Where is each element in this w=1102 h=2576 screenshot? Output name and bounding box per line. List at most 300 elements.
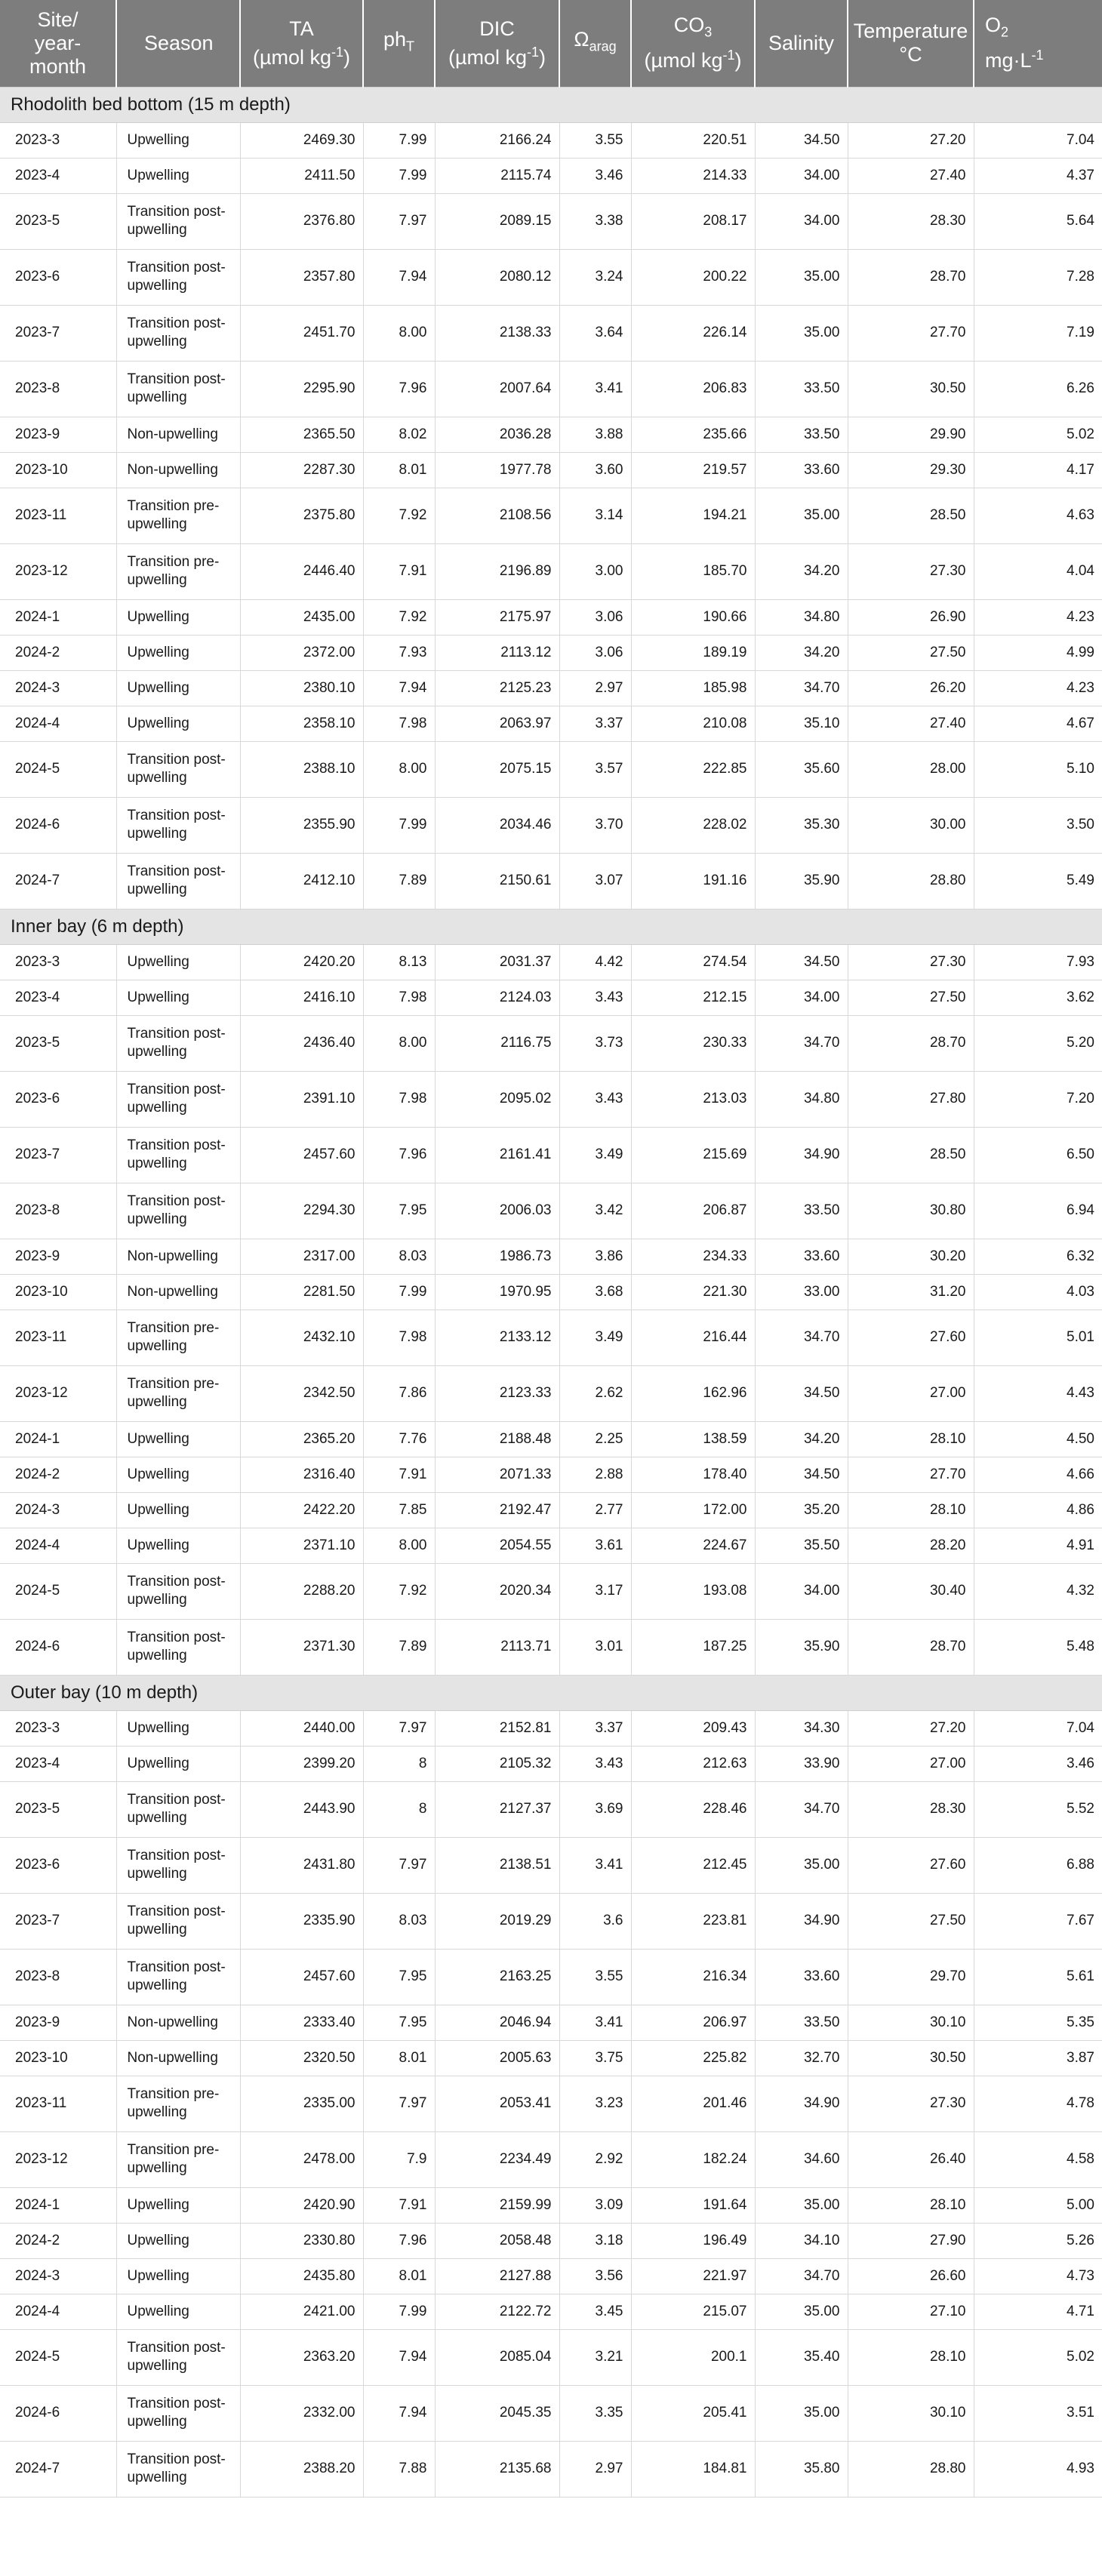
cell-temperature: 26.20 bbox=[848, 670, 974, 706]
cell-salinity: 34.70 bbox=[755, 2258, 848, 2294]
cell-omega-arag: 3.42 bbox=[559, 1183, 631, 1239]
cell-omega-arag: 3.75 bbox=[559, 2040, 631, 2076]
cell-temperature: 28.80 bbox=[848, 853, 974, 909]
table-row bbox=[0, 2076, 1102, 2131]
cell-ph: 8.13 bbox=[363, 944, 435, 980]
cell-ta: 2317.00 bbox=[240, 1239, 363, 1274]
header-co3: $CO_3$ (µmol $kg^{-1}$) bbox=[631, 0, 755, 87]
cell-ta: 2399.20 bbox=[240, 1746, 363, 1781]
cell-season: Upwelling bbox=[116, 706, 240, 741]
cell-co3: 182.24 bbox=[631, 2131, 755, 2187]
cell-site-month: 2024-2 bbox=[0, 1457, 116, 1492]
cell-salinity: 33.60 bbox=[755, 452, 848, 488]
cell-o2: 6.94 bbox=[974, 1183, 1102, 1239]
cell-omega-arag: 3.41 bbox=[559, 361, 631, 417]
cell-salinity: 35.30 bbox=[755, 797, 848, 853]
cell-temperature: 30.80 bbox=[848, 1183, 974, 1239]
cell-ta: 2320.50 bbox=[240, 2040, 363, 2076]
cell-ta: 2330.80 bbox=[240, 2223, 363, 2258]
cell-temperature: 26.90 bbox=[848, 599, 974, 635]
table-row bbox=[0, 1071, 1102, 1127]
cell-co3: 162.96 bbox=[631, 1365, 755, 1421]
cell-season: Transition post-upwelling bbox=[116, 1949, 240, 2005]
cell-co3: 235.66 bbox=[631, 417, 755, 452]
cell-omega-arag: 3.73 bbox=[559, 1015, 631, 1071]
cell-ph: 8.00 bbox=[363, 1015, 435, 1071]
cell-ph: 8.01 bbox=[363, 2040, 435, 2076]
cell-omega-arag: 3.70 bbox=[559, 797, 631, 853]
cell-omega-arag: 3.18 bbox=[559, 2223, 631, 2258]
cell-omega-arag: 3.6 bbox=[559, 1893, 631, 1949]
cell-site-month: 2023-11 bbox=[0, 1310, 116, 1365]
cell-dic: 2159.99 bbox=[435, 2187, 559, 2223]
table-row bbox=[0, 635, 1102, 670]
cell-salinity: 35.50 bbox=[755, 1528, 848, 1563]
table-row bbox=[0, 2131, 1102, 2187]
cell-salinity: 35.00 bbox=[755, 305, 848, 361]
cell-omega-arag: 3.43 bbox=[559, 980, 631, 1015]
cell-ph: 8.00 bbox=[363, 1528, 435, 1563]
cell-salinity: 35.00 bbox=[755, 2187, 848, 2223]
table-row bbox=[0, 2294, 1102, 2329]
table-row bbox=[0, 1746, 1102, 1781]
cell-salinity: 34.70 bbox=[755, 670, 848, 706]
header-row bbox=[0, 0, 1102, 87]
cell-temperature: 30.10 bbox=[848, 2005, 974, 2040]
cell-season: Transition post-upwelling bbox=[116, 361, 240, 417]
cell-ta: 2420.20 bbox=[240, 944, 363, 980]
cell-omega-arag: 3.01 bbox=[559, 1619, 631, 1675]
cell-co3: 216.34 bbox=[631, 1949, 755, 2005]
cell-dic: 2053.41 bbox=[435, 2076, 559, 2131]
cell-co3: 215.07 bbox=[631, 2294, 755, 2329]
cell-co3: 185.98 bbox=[631, 670, 755, 706]
cell-ta: 2436.40 bbox=[240, 1015, 363, 1071]
cell-ph: 7.95 bbox=[363, 2005, 435, 2040]
cell-ta: 2469.30 bbox=[240, 122, 363, 158]
table-row bbox=[0, 2258, 1102, 2294]
cell-salinity: 35.90 bbox=[755, 853, 848, 909]
cell-o2: 3.50 bbox=[974, 797, 1102, 853]
cell-dic: 2034.46 bbox=[435, 797, 559, 853]
table-row bbox=[0, 2187, 1102, 2223]
cell-temperature: 27.50 bbox=[848, 635, 974, 670]
cell-site-month: 2024-3 bbox=[0, 2258, 116, 2294]
cell-salinity: 34.90 bbox=[755, 2076, 848, 2131]
cell-dic: 1970.95 bbox=[435, 1274, 559, 1310]
cell-dic: 2138.33 bbox=[435, 305, 559, 361]
cell-ta: 2358.10 bbox=[240, 706, 363, 741]
cell-o2: 4.93 bbox=[974, 2441, 1102, 2497]
cell-salinity: 34.20 bbox=[755, 543, 848, 599]
cell-site-month: 2024-2 bbox=[0, 2223, 116, 2258]
cell-ph: 7.96 bbox=[363, 1127, 435, 1183]
cell-ph: 8 bbox=[363, 1746, 435, 1781]
cell-co3: 187.25 bbox=[631, 1619, 755, 1675]
cell-co3: 206.83 bbox=[631, 361, 755, 417]
cell-ph: 7.9 bbox=[363, 2131, 435, 2187]
cell-season: Transition post-upwelling bbox=[116, 1563, 240, 1619]
cell-season: Transition post-upwelling bbox=[116, 1015, 240, 1071]
cell-dic: 2054.55 bbox=[435, 1528, 559, 1563]
cell-salinity: 34.70 bbox=[755, 1310, 848, 1365]
cell-co3: 189.19 bbox=[631, 635, 755, 670]
cell-season: Non-upwelling bbox=[116, 417, 240, 452]
cell-co3: 205.41 bbox=[631, 2385, 755, 2441]
cell-site-month: 2024-4 bbox=[0, 706, 116, 741]
cell-dic: 2113.12 bbox=[435, 635, 559, 670]
cell-salinity: 35.90 bbox=[755, 1619, 848, 1675]
cell-salinity: 34.80 bbox=[755, 599, 848, 635]
cell-ta: 2457.60 bbox=[240, 1949, 363, 2005]
table-row bbox=[0, 1274, 1102, 1310]
cell-season: Transition post-upwelling bbox=[116, 305, 240, 361]
cell-dic: 2150.61 bbox=[435, 853, 559, 909]
table-row bbox=[0, 1949, 1102, 2005]
cell-ta: 2432.10 bbox=[240, 1310, 363, 1365]
table-row bbox=[0, 249, 1102, 305]
cell-season: Transition post-upwelling bbox=[116, 797, 240, 853]
cell-temperature: 27.30 bbox=[848, 2076, 974, 2131]
table-row bbox=[0, 1781, 1102, 1837]
cell-dic: 2063.97 bbox=[435, 706, 559, 741]
cell-dic: 2196.89 bbox=[435, 543, 559, 599]
cell-site-month: 2023-6 bbox=[0, 1071, 116, 1127]
cell-ph: 7.94 bbox=[363, 249, 435, 305]
cell-ta: 2365.50 bbox=[240, 417, 363, 452]
cell-site-month: 2023-12 bbox=[0, 1365, 116, 1421]
cell-dic: 2123.33 bbox=[435, 1365, 559, 1421]
cell-dic: 2192.47 bbox=[435, 1492, 559, 1528]
cell-ta: 2391.10 bbox=[240, 1071, 363, 1127]
cell-salinity: 34.10 bbox=[755, 2223, 848, 2258]
header-season: Season bbox=[116, 0, 240, 87]
cell-site-month: 2023-12 bbox=[0, 2131, 116, 2187]
cell-dic: 2020.34 bbox=[435, 1563, 559, 1619]
table-row bbox=[0, 488, 1102, 543]
cell-temperature: 27.00 bbox=[848, 1746, 974, 1781]
cell-salinity: 34.50 bbox=[755, 944, 848, 980]
cell-salinity: 33.60 bbox=[755, 1239, 848, 1274]
cell-ph: 7.92 bbox=[363, 599, 435, 635]
cell-omega-arag: 3.07 bbox=[559, 853, 631, 909]
cell-omega-arag: 3.37 bbox=[559, 1710, 631, 1746]
table-row bbox=[0, 1239, 1102, 1274]
cell-omega-arag: 3.64 bbox=[559, 305, 631, 361]
cell-omega-arag: 2.97 bbox=[559, 2441, 631, 2497]
cell-temperature: 28.50 bbox=[848, 1127, 974, 1183]
cell-site-month: 2024-1 bbox=[0, 599, 116, 635]
cell-ph: 8.01 bbox=[363, 452, 435, 488]
cell-temperature: 28.10 bbox=[848, 2329, 974, 2385]
cell-season: Transition post-upwelling bbox=[116, 2385, 240, 2441]
cell-salinity: 34.80 bbox=[755, 1071, 848, 1127]
cell-temperature: 28.70 bbox=[848, 249, 974, 305]
cell-site-month: 2023-11 bbox=[0, 488, 116, 543]
cell-dic: 2071.33 bbox=[435, 1457, 559, 1492]
cell-dic: 2133.12 bbox=[435, 1310, 559, 1365]
cell-salinity: 34.00 bbox=[755, 1563, 848, 1619]
cell-ta: 2371.10 bbox=[240, 1528, 363, 1563]
cell-dic: 2007.64 bbox=[435, 361, 559, 417]
cell-omega-arag: 3.43 bbox=[559, 1746, 631, 1781]
cell-salinity: 33.50 bbox=[755, 417, 848, 452]
cell-ta: 2478.00 bbox=[240, 2131, 363, 2187]
cell-o2: 3.62 bbox=[974, 980, 1102, 1015]
cell-ph: 8.01 bbox=[363, 2258, 435, 2294]
cell-temperature: 27.20 bbox=[848, 122, 974, 158]
cell-season: Transition pre-upwelling bbox=[116, 488, 240, 543]
cell-omega-arag: 3.24 bbox=[559, 249, 631, 305]
cell-temperature: 31.20 bbox=[848, 1274, 974, 1310]
cell-dic: 2105.32 bbox=[435, 1746, 559, 1781]
section-title: Inner bay (6 m depth) bbox=[0, 909, 1102, 944]
cell-temperature: 28.50 bbox=[848, 488, 974, 543]
cell-co3: 225.82 bbox=[631, 2040, 755, 2076]
cell-season: Upwelling bbox=[116, 670, 240, 706]
cell-co3: 190.66 bbox=[631, 599, 755, 635]
cell-omega-arag: 3.37 bbox=[559, 706, 631, 741]
cell-ph: 7.92 bbox=[363, 1563, 435, 1619]
cell-o2: 4.50 bbox=[974, 1421, 1102, 1457]
cell-site-month: 2024-5 bbox=[0, 2329, 116, 2385]
cell-site-month: 2023-3 bbox=[0, 944, 116, 980]
cell-salinity: 34.90 bbox=[755, 1127, 848, 1183]
cell-co3: 194.21 bbox=[631, 488, 755, 543]
cell-dic: 1986.73 bbox=[435, 1239, 559, 1274]
cell-co3: 178.40 bbox=[631, 1457, 755, 1492]
cell-dic: 2188.48 bbox=[435, 1421, 559, 1457]
cell-site-month: 2023-3 bbox=[0, 1710, 116, 1746]
cell-site-month: 2024-6 bbox=[0, 2385, 116, 2441]
cell-dic: 2085.04 bbox=[435, 2329, 559, 2385]
cell-ta: 2335.00 bbox=[240, 2076, 363, 2131]
cell-season: Non-upwelling bbox=[116, 2040, 240, 2076]
cell-dic: 2125.23 bbox=[435, 670, 559, 706]
cell-o2: 4.78 bbox=[974, 2076, 1102, 2131]
cell-ph: 7.92 bbox=[363, 488, 435, 543]
cell-site-month: 2024-6 bbox=[0, 797, 116, 853]
cell-site-month: 2023-10 bbox=[0, 1274, 116, 1310]
cell-temperature: 27.80 bbox=[848, 1071, 974, 1127]
cell-co3: 185.70 bbox=[631, 543, 755, 599]
cell-ph: 7.94 bbox=[363, 2385, 435, 2441]
cell-ta: 2287.30 bbox=[240, 452, 363, 488]
cell-omega-arag: 3.61 bbox=[559, 1528, 631, 1563]
cell-site-month: 2023-4 bbox=[0, 158, 116, 193]
header-ph: $ph_T$ bbox=[363, 0, 435, 87]
cell-ta: 2446.40 bbox=[240, 543, 363, 599]
cell-season: Non-upwelling bbox=[116, 2005, 240, 2040]
cell-ta: 2443.90 bbox=[240, 1781, 363, 1837]
cell-ta: 2355.90 bbox=[240, 797, 363, 853]
cell-ta: 2420.90 bbox=[240, 2187, 363, 2223]
cell-site-month: 2023-5 bbox=[0, 1781, 116, 1837]
cell-salinity: 34.70 bbox=[755, 1015, 848, 1071]
header-omega-arag: $\Omega_{arag}$ bbox=[559, 0, 631, 87]
table-row bbox=[0, 1528, 1102, 1563]
cell-omega-arag: 3.23 bbox=[559, 2076, 631, 2131]
cell-site-month: 2023-6 bbox=[0, 1837, 116, 1893]
cell-co3: 193.08 bbox=[631, 1563, 755, 1619]
cell-ph: 7.97 bbox=[363, 2076, 435, 2131]
cell-site-month: 2023-10 bbox=[0, 2040, 116, 2076]
cell-omega-arag: 3.45 bbox=[559, 2294, 631, 2329]
cell-o2: 7.04 bbox=[974, 122, 1102, 158]
cell-salinity: 34.00 bbox=[755, 980, 848, 1015]
cell-season: Transition pre-upwelling bbox=[116, 1310, 240, 1365]
cell-o2: 4.37 bbox=[974, 158, 1102, 193]
section-header-row bbox=[0, 909, 1102, 944]
cell-co3: 191.64 bbox=[631, 2187, 755, 2223]
cell-o2: 6.32 bbox=[974, 1239, 1102, 1274]
section-title: Rhodolith bed bottom (15 m depth) bbox=[0, 87, 1102, 122]
cell-dic: 2116.75 bbox=[435, 1015, 559, 1071]
cell-o2: 5.52 bbox=[974, 1781, 1102, 1837]
cell-o2: 4.67 bbox=[974, 706, 1102, 741]
cell-ta: 2294.30 bbox=[240, 1183, 363, 1239]
cell-o2: 4.23 bbox=[974, 670, 1102, 706]
cell-salinity: 34.50 bbox=[755, 1457, 848, 1492]
cell-ph: 7.97 bbox=[363, 1710, 435, 1746]
cell-dic: 1977.78 bbox=[435, 452, 559, 488]
table-row bbox=[0, 2005, 1102, 2040]
cell-season: Upwelling bbox=[116, 2187, 240, 2223]
cell-ph: 8 bbox=[363, 1781, 435, 1837]
cell-omega-arag: 2.25 bbox=[559, 1421, 631, 1457]
cell-salinity: 34.90 bbox=[755, 1893, 848, 1949]
cell-site-month: 2023-6 bbox=[0, 249, 116, 305]
cell-ta: 2431.80 bbox=[240, 1837, 363, 1893]
cell-o2: 4.86 bbox=[974, 1492, 1102, 1528]
cell-site-month: 2024-5 bbox=[0, 741, 116, 797]
cell-o2: 5.10 bbox=[974, 741, 1102, 797]
cell-co3: 274.54 bbox=[631, 944, 755, 980]
cell-season: Upwelling bbox=[116, 158, 240, 193]
cell-ph: 7.99 bbox=[363, 2294, 435, 2329]
cell-dic: 2046.94 bbox=[435, 2005, 559, 2040]
cell-salinity: 35.10 bbox=[755, 706, 848, 741]
cell-site-month: 2024-3 bbox=[0, 1492, 116, 1528]
cell-site-month: 2023-9 bbox=[0, 2005, 116, 2040]
cell-site-month: 2024-6 bbox=[0, 1619, 116, 1675]
cell-omega-arag: 3.17 bbox=[559, 1563, 631, 1619]
cell-o2: 7.67 bbox=[974, 1893, 1102, 1949]
cell-dic: 2089.15 bbox=[435, 193, 559, 249]
cell-site-month: 2023-9 bbox=[0, 1239, 116, 1274]
cell-season: Upwelling bbox=[116, 980, 240, 1015]
cell-ph: 7.97 bbox=[363, 1837, 435, 1893]
cell-temperature: 27.50 bbox=[848, 1893, 974, 1949]
table-row bbox=[0, 853, 1102, 909]
cell-site-month: 2023-12 bbox=[0, 543, 116, 599]
cell-salinity: 34.00 bbox=[755, 193, 848, 249]
cell-temperature: 28.30 bbox=[848, 193, 974, 249]
cell-co3: 214.33 bbox=[631, 158, 755, 193]
cell-ph: 7.91 bbox=[363, 2187, 435, 2223]
table-row bbox=[0, 417, 1102, 452]
cell-co3: 212.45 bbox=[631, 1837, 755, 1893]
cell-salinity: 33.60 bbox=[755, 1949, 848, 2005]
cell-salinity: 33.50 bbox=[755, 2005, 848, 2040]
header-dic: DIC (µmol $kg^{-1}$) bbox=[435, 0, 559, 87]
cell-dic: 2045.35 bbox=[435, 2385, 559, 2441]
cell-salinity: 35.00 bbox=[755, 488, 848, 543]
cell-site-month: 2024-7 bbox=[0, 853, 116, 909]
cell-ph: 8.03 bbox=[363, 1239, 435, 1274]
cell-co3: 184.81 bbox=[631, 2441, 755, 2497]
table-row bbox=[0, 1710, 1102, 1746]
cell-season: Transition post-upwelling bbox=[116, 1781, 240, 1837]
cell-salinity: 34.20 bbox=[755, 1421, 848, 1457]
cell-co3: 220.51 bbox=[631, 122, 755, 158]
cell-site-month: 2023-7 bbox=[0, 305, 116, 361]
cell-ph: 7.89 bbox=[363, 853, 435, 909]
cell-o2: 5.20 bbox=[974, 1015, 1102, 1071]
cell-salinity: 35.20 bbox=[755, 1492, 848, 1528]
cell-ph: 7.89 bbox=[363, 1619, 435, 1675]
table-row bbox=[0, 122, 1102, 158]
cell-o2: 4.71 bbox=[974, 2294, 1102, 2329]
cell-dic: 2127.37 bbox=[435, 1781, 559, 1837]
cell-dic: 2019.29 bbox=[435, 1893, 559, 1949]
cell-temperature: 29.70 bbox=[848, 1949, 974, 2005]
cell-site-month: 2023-8 bbox=[0, 1183, 116, 1239]
cell-o2: 5.64 bbox=[974, 193, 1102, 249]
cell-ta: 2451.70 bbox=[240, 305, 363, 361]
cell-co3: 228.46 bbox=[631, 1781, 755, 1837]
cell-temperature: 27.60 bbox=[848, 1310, 974, 1365]
cell-season: Upwelling bbox=[116, 1492, 240, 1528]
cell-ta: 2376.80 bbox=[240, 193, 363, 249]
cell-season: Transition post-upwelling bbox=[116, 2329, 240, 2385]
cell-omega-arag: 2.77 bbox=[559, 1492, 631, 1528]
cell-site-month: 2023-9 bbox=[0, 417, 116, 452]
cell-season: Upwelling bbox=[116, 2223, 240, 2258]
table-row bbox=[0, 1492, 1102, 1528]
cell-o2: 7.19 bbox=[974, 305, 1102, 361]
cell-site-month: 2024-1 bbox=[0, 2187, 116, 2223]
cell-ta: 2357.80 bbox=[240, 249, 363, 305]
cell-ta: 2421.00 bbox=[240, 2294, 363, 2329]
cell-co3: 222.85 bbox=[631, 741, 755, 797]
cell-season: Upwelling bbox=[116, 944, 240, 980]
cell-salinity: 32.70 bbox=[755, 2040, 848, 2076]
cell-ta: 2316.40 bbox=[240, 1457, 363, 1492]
cell-salinity: 33.90 bbox=[755, 1746, 848, 1781]
cell-ta: 2440.00 bbox=[240, 1710, 363, 1746]
cell-temperature: 27.70 bbox=[848, 305, 974, 361]
cell-temperature: 27.40 bbox=[848, 158, 974, 193]
table-row bbox=[0, 1893, 1102, 1949]
cell-dic: 2166.24 bbox=[435, 122, 559, 158]
cell-dic: 2095.02 bbox=[435, 1071, 559, 1127]
cell-dic: 2127.88 bbox=[435, 2258, 559, 2294]
cell-site-month: 2024-3 bbox=[0, 670, 116, 706]
cell-temperature: 27.10 bbox=[848, 2294, 974, 2329]
table-row bbox=[0, 706, 1102, 741]
cell-omega-arag: 3.60 bbox=[559, 452, 631, 488]
cell-temperature: 27.70 bbox=[848, 1457, 974, 1492]
table-row bbox=[0, 1183, 1102, 1239]
cell-o2: 3.87 bbox=[974, 2040, 1102, 2076]
cell-omega-arag: 3.09 bbox=[559, 2187, 631, 2223]
cell-co3: 200.22 bbox=[631, 249, 755, 305]
cell-o2: 4.03 bbox=[974, 1274, 1102, 1310]
cell-salinity: 35.00 bbox=[755, 2385, 848, 2441]
cell-salinity: 35.60 bbox=[755, 741, 848, 797]
cell-ph: 7.91 bbox=[363, 543, 435, 599]
